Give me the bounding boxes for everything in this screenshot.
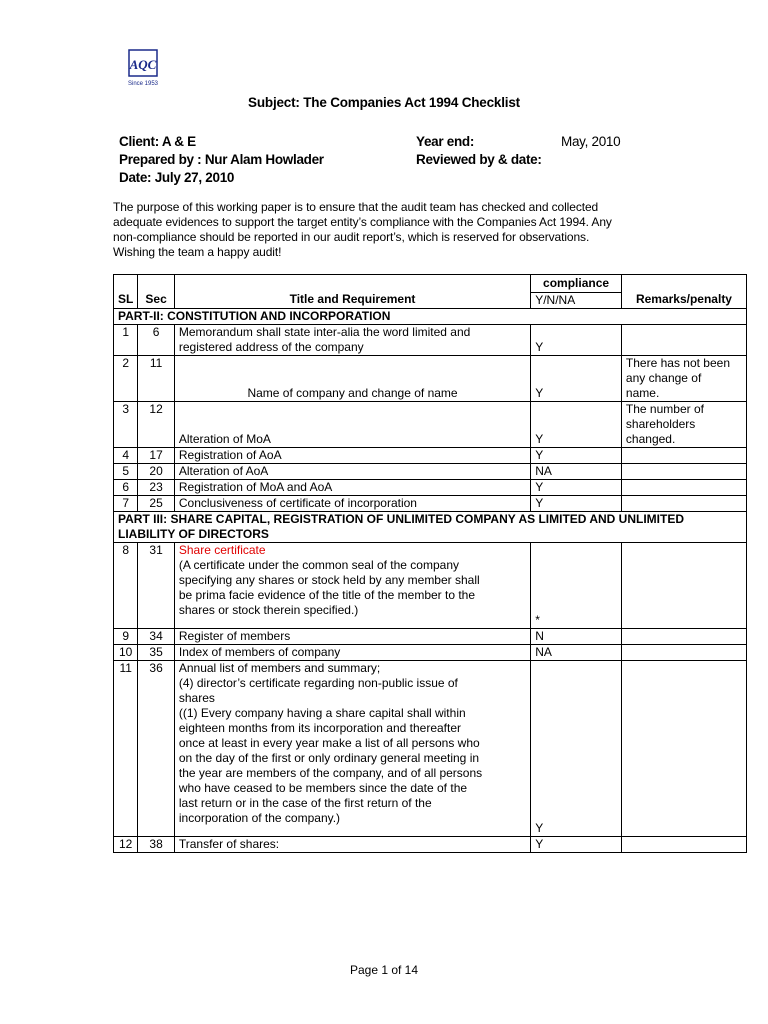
cell-remarks	[621, 464, 746, 480]
prepared-by-field: Prepared by : Nur Alam Howlader	[119, 152, 324, 167]
checklist-table	[113, 274, 747, 853]
cell-compliance: Y	[531, 496, 622, 512]
cell-title: Name of company and change of name	[174, 356, 530, 402]
cell-sl: 10	[114, 645, 138, 661]
title-line: on the day of the first or only ordinary general meeting in	[178, 751, 480, 765]
cell-sec: 38	[138, 837, 175, 853]
cell-sec: 25	[138, 496, 175, 512]
table-row	[114, 402, 747, 448]
cell-compliance: NA	[531, 464, 622, 480]
cell-sl: 3	[114, 402, 138, 448]
logo-tagline: Since 1953	[127, 81, 159, 87]
remarks-line: any change of	[625, 371, 702, 385]
part-3-heading	[114, 512, 747, 543]
title-line: ((1) Every company having a share capital shall within	[178, 706, 466, 720]
title-line: incorporation of the company.)	[178, 811, 341, 825]
cell-remarks	[621, 661, 746, 837]
table-row	[114, 464, 747, 480]
remarks-line: name.	[625, 386, 660, 400]
cell-remarks	[621, 325, 746, 356]
cell-compliance: Y	[531, 325, 622, 356]
title-line: shares	[178, 691, 215, 705]
cell-sl: 4	[114, 448, 138, 464]
cell-remarks	[621, 496, 746, 512]
table-row	[114, 837, 747, 853]
remarks-line: The number of	[625, 402, 704, 416]
col-header-remarks: Remarks/penalty	[621, 275, 746, 309]
document-subject: Subject: The Companies Act 1994 Checklist	[248, 95, 520, 110]
cell-remarks	[621, 356, 746, 402]
cell-title: Registration of MoA and AoA	[174, 480, 530, 496]
title-line: specifying any shares or stock held by any member shall	[178, 573, 480, 587]
cell-sl: 7	[114, 496, 138, 512]
cell-sec: 17	[138, 448, 175, 464]
cell-sec: 31	[138, 543, 175, 629]
title-line: last return or in the case of the first return of the	[178, 796, 432, 810]
table-row	[114, 496, 747, 512]
cell-title	[174, 543, 530, 629]
cell-remarks	[621, 645, 746, 661]
cell-title: Alteration of MoA	[174, 402, 530, 448]
col-header-sec: Sec	[138, 275, 175, 309]
cell-sec: 11	[138, 356, 175, 402]
title-line: who have ceased to be members since the date of the	[178, 781, 468, 795]
cell-sl: 5	[114, 464, 138, 480]
table-header-row	[114, 275, 747, 309]
client-field: Client: A & E	[119, 134, 196, 149]
company-logo	[121, 48, 165, 88]
intro-line: Wishing the team a happy audit!	[113, 245, 282, 259]
cell-sec: 12	[138, 402, 175, 448]
cell-sec: 6	[138, 325, 175, 356]
cell-sec: 23	[138, 480, 175, 496]
cell-compliance: Y	[531, 661, 622, 837]
col-header-title: Title and Requirement	[174, 275, 530, 309]
title-line: (4) director’s certificate regarding non-public issue of	[178, 676, 458, 690]
year-end-label: Year end:	[416, 134, 475, 149]
cell-sl: 6	[114, 480, 138, 496]
intro-line: The purpose of this working paper is to ensure that the audit team has checked and collected	[113, 200, 599, 214]
part-2-heading: PART-II: CONSTITUTION AND INCORPORATION	[114, 309, 747, 325]
table-row	[114, 629, 747, 645]
cell-compliance: Y	[531, 837, 622, 853]
cell-sec: 35	[138, 645, 175, 661]
cell-remarks	[621, 543, 746, 629]
date-field: Date: July 27, 2010	[119, 170, 235, 185]
remarks-line: changed.	[625, 432, 676, 446]
remarks-line: shareholders	[625, 417, 696, 431]
cell-sec: 20	[138, 464, 175, 480]
cell-remarks	[621, 402, 746, 448]
section-row	[114, 512, 747, 543]
table-row	[114, 448, 747, 464]
share-certificate-heading: Share certificate	[178, 543, 266, 557]
cell-title: Index of members of company	[174, 645, 530, 661]
title-line: (A certificate under the common seal of the company	[178, 558, 460, 572]
cell-compliance: NA	[531, 645, 622, 661]
title-line: be prima facie evidence of the title of the member to the	[178, 588, 476, 602]
cell-compliance: Y	[531, 356, 622, 402]
table-row	[114, 356, 747, 402]
title-line: the year are members of the company, and of all persons	[178, 766, 483, 780]
cell-title	[174, 325, 530, 356]
cell-sec: 36	[138, 661, 175, 837]
title-line: eighteen months from its incorporation and thereafter	[178, 721, 462, 735]
compliance-header-bottom: Y/N/NA	[535, 293, 576, 307]
col-header-sl: SL	[114, 275, 138, 309]
cell-remarks	[621, 629, 746, 645]
part-3-heading-line: LIABILITY OF DIRECTORS	[118, 527, 269, 541]
cell-title: Alteration of AoA	[174, 464, 530, 480]
table-row	[114, 645, 747, 661]
cell-compliance: N	[531, 629, 622, 645]
cell-title: Registration of AoA	[174, 448, 530, 464]
logo-text: AQC	[129, 57, 157, 72]
cell-sl: 12	[114, 837, 138, 853]
cell-sl: 2	[114, 356, 138, 402]
col-header-compliance	[531, 275, 622, 309]
title-line: registered address of the company	[178, 340, 364, 354]
cell-compliance: Y	[531, 480, 622, 496]
title-line: Annual list of members and summary;	[178, 661, 381, 675]
cell-sl: 9	[114, 629, 138, 645]
cell-sl: 8	[114, 543, 138, 629]
cell-remarks	[621, 448, 746, 464]
table-row	[114, 325, 747, 356]
cell-remarks	[621, 480, 746, 496]
cell-title: Register of members	[174, 629, 530, 645]
cell-sec: 34	[138, 629, 175, 645]
cell-title	[174, 661, 530, 837]
compliance-header-top: compliance	[531, 275, 621, 293]
reviewed-by-label: Reviewed by & date:	[416, 152, 542, 167]
table-row	[114, 543, 747, 629]
cell-sl: 11	[114, 661, 138, 837]
table-row	[114, 661, 747, 837]
cell-remarks	[621, 837, 746, 853]
title-line: Memorandum shall state inter-alia the word limited and	[178, 325, 471, 339]
year-end-value: May, 2010	[561, 134, 621, 149]
cell-compliance: *	[531, 543, 622, 629]
table-row	[114, 480, 747, 496]
title-line: once at least in every year make a list of all persons who	[178, 736, 480, 750]
intro-line: non-compliance should be reported in our audit report’s, which is reserved for observations.	[113, 230, 590, 244]
cell-title: Transfer of shares:	[174, 837, 530, 853]
intro-line: adequate evidences to support the target entity’s compliance with the Companies Act 1994. Any	[113, 215, 612, 229]
cell-sl: 1	[114, 325, 138, 356]
intro-paragraph	[113, 200, 643, 260]
part-3-heading-line: PART III: SHARE CAPITAL, REGISTRATION OF UNLIMITED COMPANY AS LIMITED AND UNLIMITED	[118, 512, 684, 526]
cell-title: Conclusiveness of certificate of incorporation	[174, 496, 530, 512]
page-number: Page 1 of 14	[349, 963, 419, 977]
section-row	[114, 309, 747, 325]
remarks-line: There has not been	[625, 356, 730, 370]
cell-compliance: Y	[531, 402, 622, 448]
title-line: shares or stock therein specified.)	[178, 603, 359, 617]
cell-compliance: Y	[531, 448, 622, 464]
